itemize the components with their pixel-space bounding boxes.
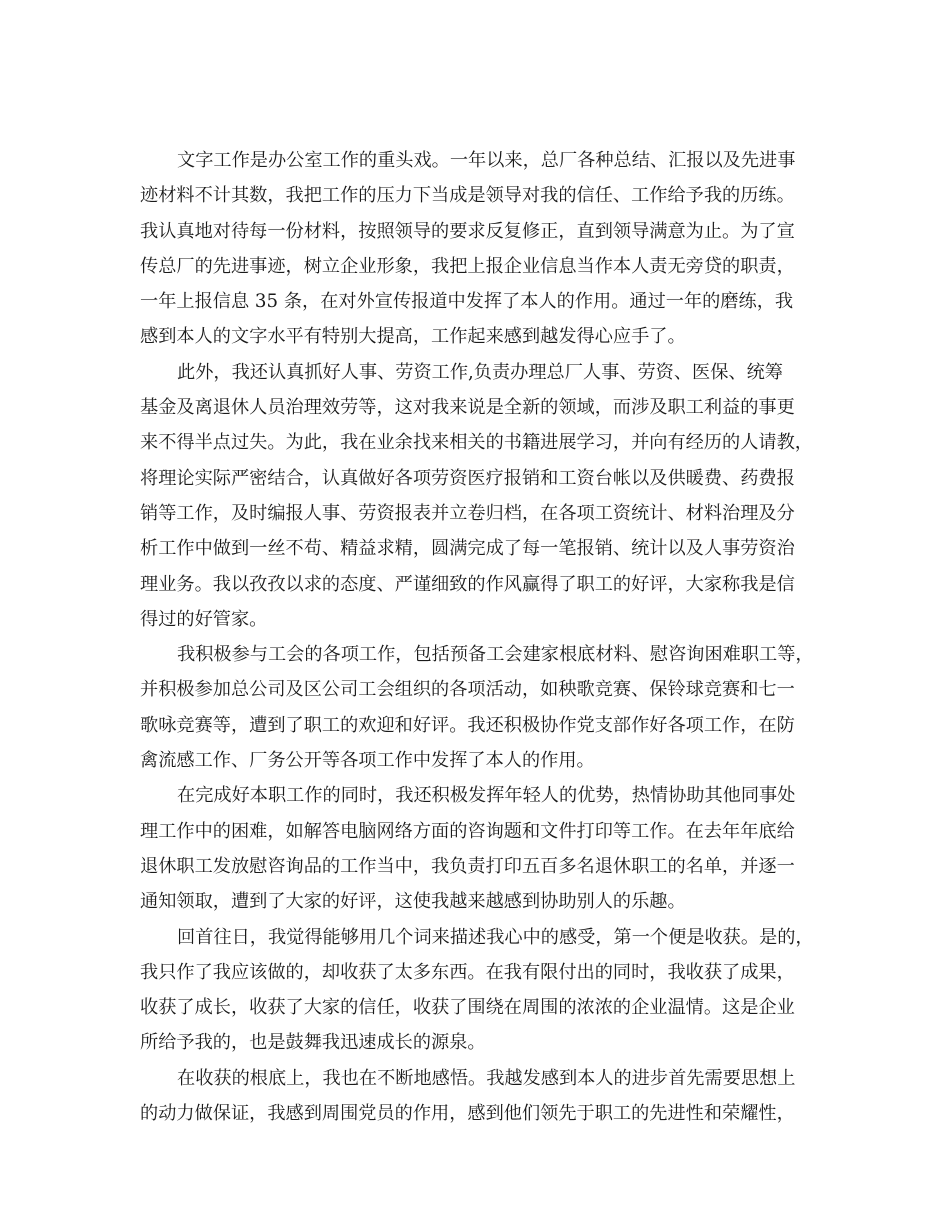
text-line: 迹材料不计其数，我把工作的压力下当成是领导对我的信任、工作给予我的历练。 (140, 185, 795, 207)
paragraph-4 (140, 778, 812, 919)
text-line: 一年上报信息 35 条，在对外宣传报道中发挥了本人的作用。通过一年的磨练，我 (140, 291, 794, 313)
text-line: 通知领取，遭到了大家的好评，这使我越来越感到协助别人的乐趣。 (140, 891, 686, 913)
text-line: 我认真地对待每一份材料，按照领导的要求反复修正，直到领导满意为止。为了宣 (140, 220, 795, 242)
text-line: 回首往日，我觉得能够用几个词来描述我心中的感受，第一个便是收获。是的， (177, 926, 814, 948)
paragraph-2 (140, 355, 812, 637)
paragraph-3 (140, 637, 812, 778)
text-line: 的动力做保证，我感到周围党员的作用，感到他们领先于职工的先进性和荣耀性， (140, 1103, 795, 1125)
text-line: 销等工作，及时编报人事、劳资报表并立卷归档，在各项工资统计、材料治理及分 (140, 502, 795, 524)
text-line: 在完成好本职工作的同时，我还积极发挥年轻人的优势，热情协助其他同事处 (177, 785, 796, 807)
body-text (140, 143, 812, 1131)
text-line: 得过的好管家。 (140, 608, 268, 630)
text-line: 传总厂的先进事迹，树立企业形象，我把上报企业信息当作本人责无旁贷的职责， (140, 255, 795, 277)
text-line: 并积极参加总公司及区公司工会组织的各项活动，如秧歌竞赛、保铃球竞赛和七一 (140, 679, 795, 701)
text-line: 收获了成长，收获了大家的信任，收获了围绕在周围的浓浓的企业温情。这是企业 (140, 997, 795, 1019)
paragraph-5 (140, 920, 812, 1061)
text-line: 感到本人的文字水平有特别大提高，工作起来感到越发得心应手了。 (140, 326, 686, 348)
text-line: 在收获的根底上，我也在不断地感悟。我越发感到本人的进步首先需要思想上 (177, 1067, 796, 1089)
text-line: 我积极参与工会的各项工作，包括预备工会建家根底材料、慰咨询困难职工等， (177, 644, 814, 666)
text-line: 退休职工发放慰咨询品的工作当中，我负责打印五百多名退休职工的名单，并逐一 (140, 855, 795, 877)
paragraph-6 (140, 1061, 812, 1132)
text-line: 歌咏竞赛等，遭到了职工的欢迎和好评。我还积极协作党支部作好各项工作，在防 (140, 714, 795, 736)
paragraph-1 (140, 143, 812, 355)
text-line: 我只作了我应该做的，却收获了太多东西。在我有限付出的同时，我收获了成果， (140, 961, 795, 983)
text-line: 来不得半点过失。为此，我在业余找来相关的书籍进展学习，并向有经历的人请教， (140, 432, 813, 454)
text-line: 理工作中的困难，如解答电脑网络方面的咨询题和文件打印等工作。在去年年底给 (140, 820, 795, 842)
text-line: 此外，我还认真抓好人事、劳资工作,负责办理总厂人事、劳资、医保、统筹 (177, 361, 783, 383)
text-line: 将理论实际严密结合，认真做好各项劳资医疗报销和工资台帐以及供暖费、药费报 (140, 467, 795, 489)
text-line: 文字工作是办公室工作的重头戏。一年以来，总厂各种总结、汇报以及先进事 (177, 150, 796, 171)
text-line: 禽流感工作、厂务公开等各项工作中发挥了本人的作用。 (140, 750, 595, 772)
text-line: 所给予我的，也是鼓舞我迅速成长的源泉。 (140, 1032, 486, 1054)
text-line: 析工作中做到一丝不苟、精益求精，圆满完成了每一笔报销、统计以及人事劳资治 (140, 538, 795, 560)
text-line: 理业务。我以孜孜以求的态度、严谨细致的作风赢得了职工的好评，大家称我是信 (140, 573, 795, 595)
text-line: 基金及离退休人员治理效劳等，这对我来说是全新的领域，而涉及职工利益的事更 (140, 397, 795, 419)
